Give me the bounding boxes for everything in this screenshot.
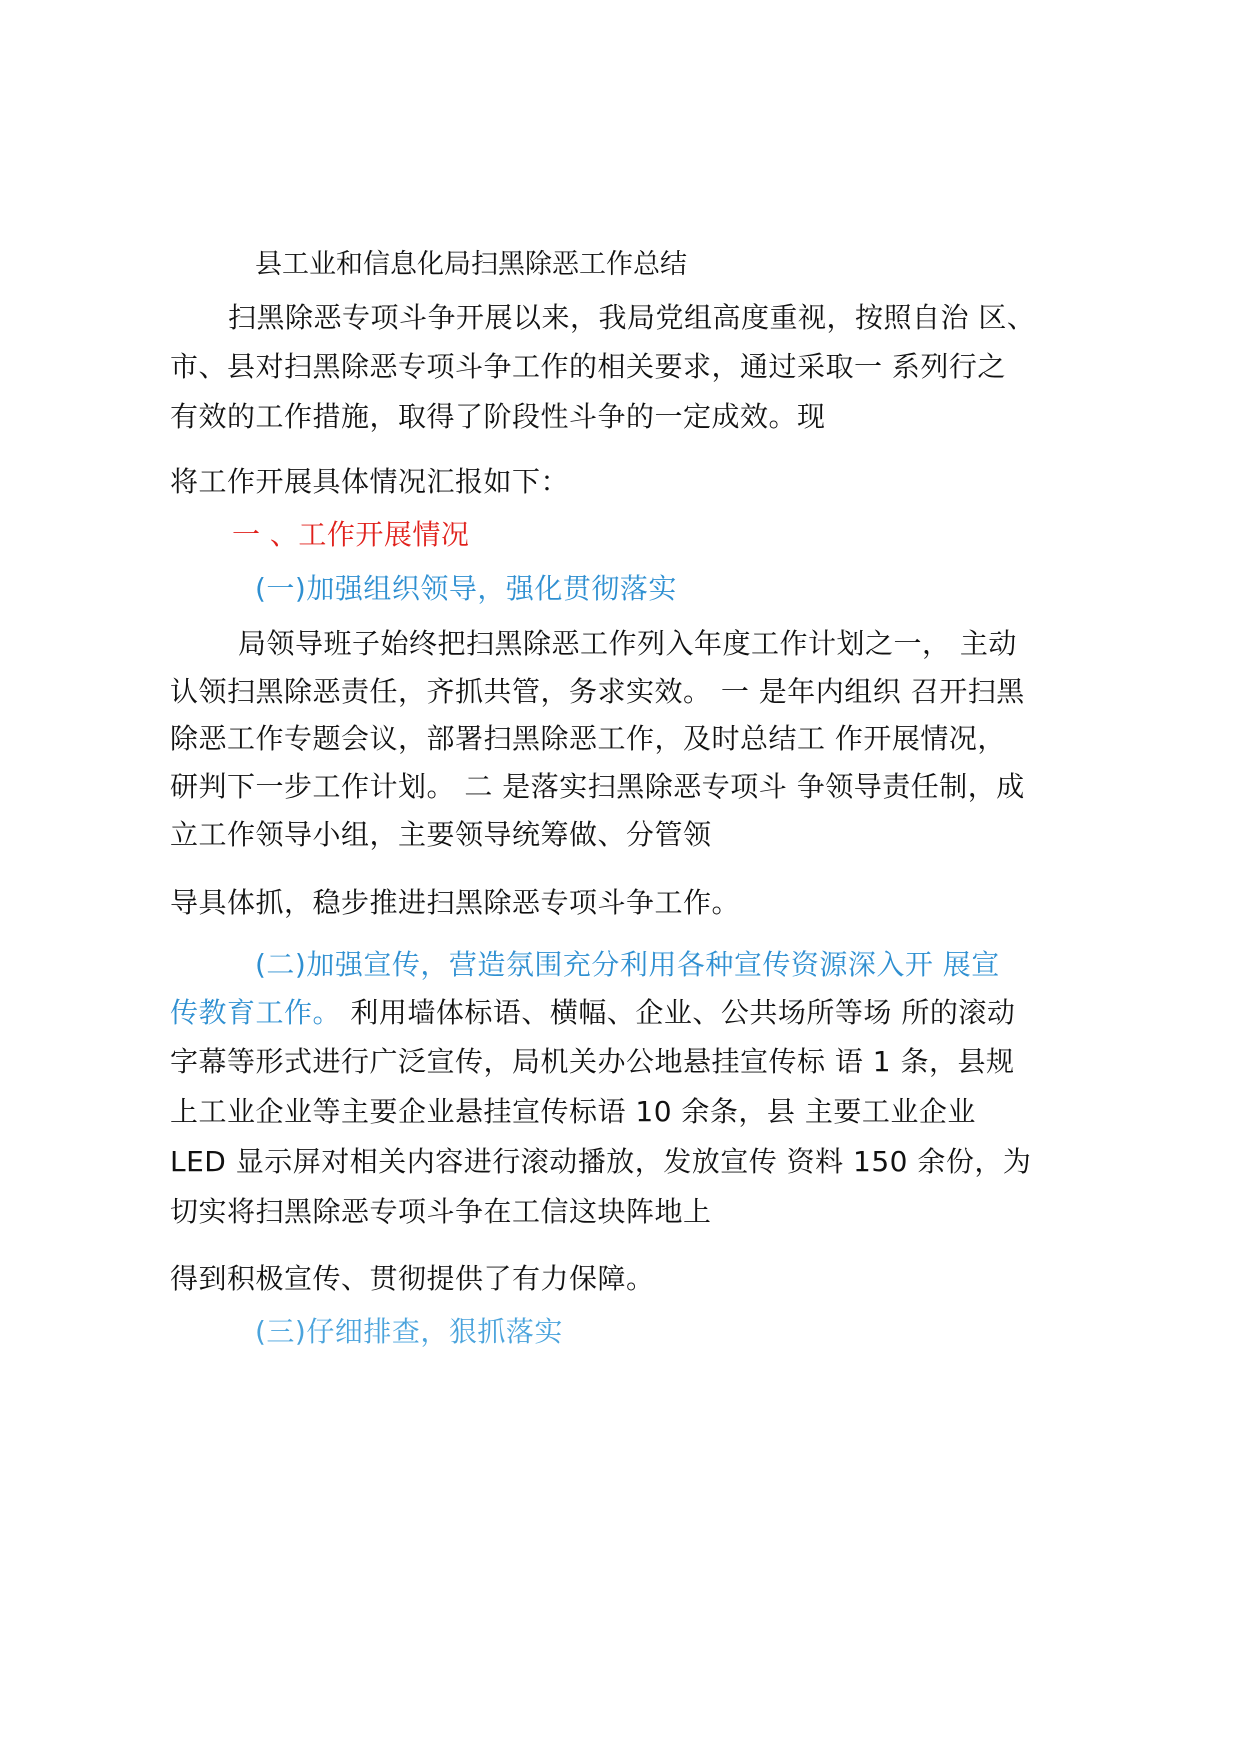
- subsection-1-line-6: 导具体抓，稳步推进扫黑除恶专项斗争工作。: [170, 886, 741, 919]
- subsection-2-line-1-text: 利用墙体标语、横幅、企业、公共场所等场 所的滚动: [341, 996, 1016, 1029]
- subsection-heading-2: (二)加强宣传，营造氛围充分利用各种宣传资源深入开 展宣: [255, 948, 1000, 981]
- intro-line-2: 市、县对扫黑除恶专项斗争工作的相关要求，通过采取一 系列行之: [170, 350, 1006, 383]
- intro-line-1: 扫黑除恶专项斗争开展以来，我局党组高度重视，按照自治 区、: [228, 301, 1036, 334]
- intro-line-4: 将工作开展具体情况汇报如下：: [170, 465, 570, 498]
- subsection-1-line-1: 局领导班子始终把扫黑除恶工作列入年度工作计划之一， 主动: [238, 627, 1017, 660]
- subsection-heading-2-continuation: 传教育工作。: [170, 996, 342, 1029]
- subsection-heading-1: (一)加强组织领导，强化贯彻落实: [255, 572, 677, 605]
- subsection-2-line-4: LED 显示屏对相关内容进行滚动播放，发放宣传 资料 150 余份，为: [170, 1145, 1032, 1178]
- subsection-1-line-5: 立工作领导小组，主要领导统筹做、分管领: [170, 818, 712, 851]
- subsection-1-line-2: 认领扫黑除恶责任，齐抓共管，务求实效。 一 是年内组织 召开扫黑: [170, 675, 1025, 708]
- subsection-2-line-6: 得到积极宣传、贯彻提供了有力保障。: [170, 1262, 655, 1295]
- subsection-heading-3: (三)仔细排查，狠抓落实: [255, 1315, 563, 1348]
- section-heading-1: 一 、工作开展情况: [232, 518, 470, 551]
- subsection-1-line-4: 研判下一步工作计划。 二 是落实扫黑除恶专项斗 争领导责任制，成: [170, 770, 1025, 803]
- subsection-2-line-2: 字幕等形式进行广泛宣传，局机关办公地悬挂宣传标 语 1 条，县规: [170, 1045, 1015, 1078]
- intro-line-3: 有效的工作措施，取得了阶段性斗争的一定成效。现: [170, 400, 826, 433]
- document-title: 县工业和信息化局扫黑除恶工作总结: [255, 249, 687, 280]
- subsection-2-line-5: 切实将扫黑除恶专项斗争在工信这块阵地上: [170, 1195, 712, 1228]
- subsection-2-line-1: [170, 993, 1015, 1033]
- subsection-2-line-3: 上工业企业等主要企业悬挂宣传标语 10 余条，县 主要工业企业: [170, 1095, 976, 1128]
- subsection-1-line-3: 除恶工作专题会议，部署扫黑除恶工作，及时总结工 作开展情况，: [170, 722, 1006, 755]
